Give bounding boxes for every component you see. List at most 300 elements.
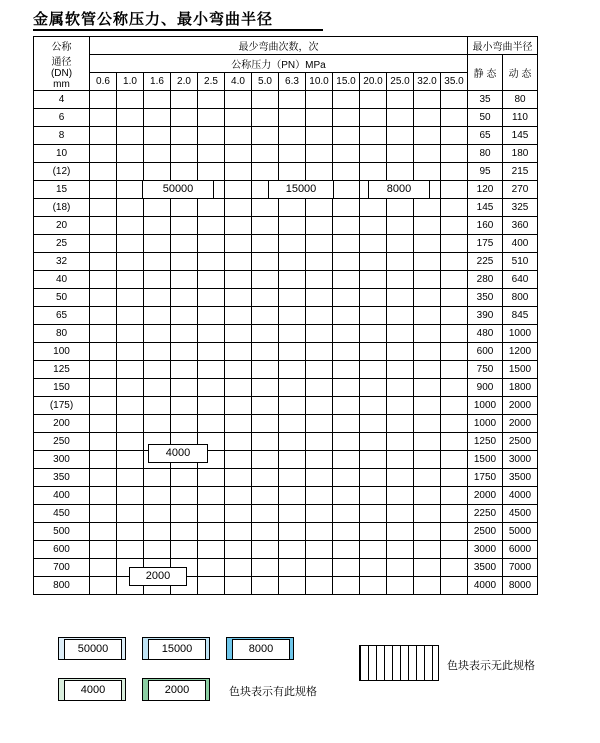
- grid-cell: [306, 361, 333, 379]
- grid-cell: [387, 487, 414, 505]
- grid-cell: [441, 199, 468, 217]
- static-header: 静 态: [468, 55, 503, 91]
- dynamic-radius-value: 180: [503, 145, 538, 163]
- grid-cell: [387, 271, 414, 289]
- grid-cell: [252, 397, 279, 415]
- grid-cell: [117, 487, 144, 505]
- pressure-header-8: 10.0: [306, 73, 333, 91]
- grid-cell: [333, 91, 360, 109]
- dynamic-radius-value: 270: [503, 181, 538, 199]
- grid-cell: [414, 361, 441, 379]
- dynamic-radius-value: 145: [503, 127, 538, 145]
- grid-cell: [144, 343, 171, 361]
- table-row: [34, 289, 538, 307]
- dynamic-radius-value: 3000: [503, 451, 538, 469]
- grid-cell: [360, 271, 387, 289]
- grid-cell: [414, 91, 441, 109]
- grid-cell: [252, 505, 279, 523]
- grid-cell: [117, 91, 144, 109]
- grid-cell: [252, 217, 279, 235]
- table-row: [34, 451, 538, 469]
- row-dn-label: 300: [34, 451, 90, 469]
- callout-4000: 4000: [148, 444, 208, 463]
- grid-cell: [198, 505, 225, 523]
- grid-cell: [90, 217, 117, 235]
- grid-cell: [90, 271, 117, 289]
- grid-cell: [333, 577, 360, 595]
- grid-cell: [360, 217, 387, 235]
- dynamic-radius-value: 2000: [503, 415, 538, 433]
- legend: [33, 637, 567, 709]
- grid-cell: [414, 325, 441, 343]
- grid-cell: [90, 451, 117, 469]
- grid-cell: [171, 109, 198, 127]
- grid-cell: [441, 271, 468, 289]
- grid-cell: [171, 199, 198, 217]
- grid-cell: [171, 487, 198, 505]
- grid-cell: [225, 469, 252, 487]
- grid-cell: [171, 289, 198, 307]
- grid-cell: [198, 379, 225, 397]
- grid-cell: [225, 163, 252, 181]
- table-row: [34, 541, 538, 559]
- grid-cell: [90, 91, 117, 109]
- grid-cell: [90, 235, 117, 253]
- grid-cell: [90, 199, 117, 217]
- grid-cell: [171, 145, 198, 163]
- grid-cell: [387, 523, 414, 541]
- grid-cell: [90, 181, 117, 199]
- dn-line-4: mm: [53, 78, 70, 90]
- grid-cell: [252, 163, 279, 181]
- grid-cell: [441, 541, 468, 559]
- grid-cell: [144, 145, 171, 163]
- legend-color-note: 色块表示有此规格: [229, 686, 317, 698]
- grid-cell: [252, 289, 279, 307]
- grid-cell: [144, 199, 171, 217]
- row-dn-label: (12): [34, 163, 90, 181]
- grid-cell: [144, 397, 171, 415]
- grid-cell: [144, 379, 171, 397]
- grid-cell: [333, 415, 360, 433]
- table-row: [34, 127, 538, 145]
- row-dn-label: 700: [34, 559, 90, 577]
- grid-cell: [387, 235, 414, 253]
- grid-cell: [144, 307, 171, 325]
- static-radius-value: 280: [468, 271, 503, 289]
- grid-cell: [90, 307, 117, 325]
- grid-cell: [414, 397, 441, 415]
- grid-cell: [387, 343, 414, 361]
- table-row: [34, 253, 538, 271]
- grid-cell: [306, 505, 333, 523]
- grid-cell: [306, 199, 333, 217]
- grid-cell: [360, 469, 387, 487]
- dynamic-radius-value: 360: [503, 217, 538, 235]
- row-dn-label: 6: [34, 109, 90, 127]
- grid-cell: [279, 397, 306, 415]
- grid-cell: [90, 559, 117, 577]
- grid-cell: [117, 163, 144, 181]
- grid-cell: [414, 469, 441, 487]
- grid-cell: [252, 523, 279, 541]
- page-title: 金属软管公称压力、最小弯曲半径: [33, 12, 274, 28]
- grid-cell: [279, 487, 306, 505]
- grid-cell: [306, 253, 333, 271]
- grid-cell: [441, 127, 468, 145]
- grid-cell: [171, 217, 198, 235]
- dynamic-radius-value: 640: [503, 271, 538, 289]
- grid-cell: [333, 145, 360, 163]
- pressure-header-0: 0.6: [90, 73, 117, 91]
- table-row: [34, 343, 538, 361]
- title-underline: [33, 29, 323, 31]
- grid-cell: [441, 469, 468, 487]
- static-radius-value: 350: [468, 289, 503, 307]
- grid-cell: [225, 307, 252, 325]
- grid-cell: [117, 505, 144, 523]
- grid-cell: [414, 253, 441, 271]
- grid-cell: [387, 325, 414, 343]
- grid-cell: [171, 127, 198, 145]
- grid-cell: [90, 325, 117, 343]
- grid-cell: [279, 217, 306, 235]
- callout-50000: 50000: [142, 180, 214, 199]
- grid-cell: [306, 325, 333, 343]
- grid-cell: [171, 235, 198, 253]
- grid-cell: [414, 343, 441, 361]
- grid-cell: [225, 559, 252, 577]
- grid-cell: [441, 289, 468, 307]
- grid-cell: [144, 289, 171, 307]
- grid-cell: [117, 541, 144, 559]
- grid-cell: [279, 127, 306, 145]
- grid-cell: [441, 487, 468, 505]
- pressure-header-11: 25.0: [387, 73, 414, 91]
- grid-cell: [414, 559, 441, 577]
- grid-cell: [252, 487, 279, 505]
- grid-cell: [333, 199, 360, 217]
- grid-cell: [90, 469, 117, 487]
- grid-cell: [441, 523, 468, 541]
- table-row: [34, 109, 538, 127]
- row-dn-label: 20: [34, 217, 90, 235]
- grid-cell: [225, 577, 252, 595]
- grid-cell: [387, 163, 414, 181]
- grid-cell: [333, 235, 360, 253]
- grid-cell: [198, 163, 225, 181]
- row-dn-label: 25: [34, 235, 90, 253]
- grid-cell: [252, 127, 279, 145]
- grid-cell: [414, 577, 441, 595]
- grid-cell: [441, 433, 468, 451]
- grid-cell: [171, 415, 198, 433]
- grid-cell: [171, 163, 198, 181]
- static-radius-value: 175: [468, 235, 503, 253]
- grid-cell: [279, 523, 306, 541]
- grid-cell: [387, 199, 414, 217]
- dynamic-radius-value: 1000: [503, 325, 538, 343]
- dynamic-radius-value: 7000: [503, 559, 538, 577]
- grid-cell: [117, 109, 144, 127]
- grid-cell: [117, 289, 144, 307]
- table-row: [34, 379, 538, 397]
- grid-cell: [441, 361, 468, 379]
- static-radius-value: 2250: [468, 505, 503, 523]
- dynamic-radius-value: 400: [503, 235, 538, 253]
- table-row: [34, 163, 538, 181]
- grid-cell: [414, 487, 441, 505]
- static-radius-value: 1500: [468, 451, 503, 469]
- grid-cell: [144, 505, 171, 523]
- static-radius-value: 480: [468, 325, 503, 343]
- grid-cell: [117, 307, 144, 325]
- static-radius-value: 3500: [468, 559, 503, 577]
- grid-cell: [360, 451, 387, 469]
- static-radius-value: 390: [468, 307, 503, 325]
- static-radius-value: 50: [468, 109, 503, 127]
- grid-cell: [279, 559, 306, 577]
- row-dn-label: 100: [34, 343, 90, 361]
- grid-cell: [333, 289, 360, 307]
- grid-cell: [360, 235, 387, 253]
- row-dn-label: 400: [34, 487, 90, 505]
- grid-cell: [117, 397, 144, 415]
- grid-cell: [279, 307, 306, 325]
- grid-cell: [306, 271, 333, 289]
- grid-cell: [117, 325, 144, 343]
- grid-cell: [414, 307, 441, 325]
- grid-cell: [198, 415, 225, 433]
- grid-cell: [90, 487, 117, 505]
- pressure-header-10: 20.0: [360, 73, 387, 91]
- grid-cell: [117, 145, 144, 163]
- dynamic-header: 动 态: [503, 55, 538, 91]
- static-radius-value: 160: [468, 217, 503, 235]
- grid-cell: [225, 343, 252, 361]
- grid-cell: [198, 325, 225, 343]
- table-body: [34, 91, 538, 595]
- grid-cell: [306, 433, 333, 451]
- grid-cell: [117, 217, 144, 235]
- legend-label-50000: 50000: [64, 639, 122, 660]
- pressure-header-3: 2.0: [171, 73, 198, 91]
- grid-cell: [171, 91, 198, 109]
- grid-cell: [198, 307, 225, 325]
- row-dn-label: 50: [34, 289, 90, 307]
- grid-cell: [441, 577, 468, 595]
- table-row: [34, 307, 538, 325]
- pressure-header-12: 32.0: [414, 73, 441, 91]
- grid-cell: [360, 379, 387, 397]
- grid-cell: [441, 325, 468, 343]
- pressure-header-9: 15.0: [333, 73, 360, 91]
- grid-cell: [279, 415, 306, 433]
- bend-radius-header: 最小弯曲半径: [468, 37, 538, 55]
- grid-cell: [306, 577, 333, 595]
- static-radius-value: 65: [468, 127, 503, 145]
- grid-cell: [225, 451, 252, 469]
- grid-cell: [414, 523, 441, 541]
- grid-cell: [198, 361, 225, 379]
- grid-cell: [279, 109, 306, 127]
- grid-cell: [90, 361, 117, 379]
- grid-cell: [414, 433, 441, 451]
- grid-cell: [306, 343, 333, 361]
- grid-cell: [90, 343, 117, 361]
- grid-cell: [171, 253, 198, 271]
- grid-cell: [252, 145, 279, 163]
- table-row: [34, 433, 538, 451]
- static-radius-value: 4000: [468, 577, 503, 595]
- grid-cell: [144, 271, 171, 289]
- grid-cell: [279, 145, 306, 163]
- legend-label-15000: 15000: [148, 639, 206, 660]
- grid-cell: [333, 307, 360, 325]
- grid-cell: [333, 469, 360, 487]
- grid-cell: [306, 109, 333, 127]
- grid-cell: [171, 361, 198, 379]
- grid-cell: [414, 415, 441, 433]
- grid-cell: [198, 109, 225, 127]
- grid-cell: [360, 505, 387, 523]
- static-radius-value: 1000: [468, 397, 503, 415]
- grid-cell: [117, 199, 144, 217]
- dynamic-radius-value: 3500: [503, 469, 538, 487]
- grid-cell: [414, 451, 441, 469]
- grid-cell: [252, 433, 279, 451]
- grid-cell: [198, 343, 225, 361]
- row-dn-label: (18): [34, 199, 90, 217]
- grid-cell: [387, 397, 414, 415]
- grid-cell: [306, 145, 333, 163]
- grid-cell: [171, 379, 198, 397]
- grid-cell: [279, 91, 306, 109]
- static-radius-value: 1000: [468, 415, 503, 433]
- static-radius-value: 145: [468, 199, 503, 217]
- grid-cell: [333, 325, 360, 343]
- grid-cell: [90, 127, 117, 145]
- grid-cell: [306, 469, 333, 487]
- grid-cell: [117, 451, 144, 469]
- grid-cell: [414, 379, 441, 397]
- grid-cell: [441, 163, 468, 181]
- row-dn-label: 150: [34, 379, 90, 397]
- grid-cell: [225, 217, 252, 235]
- legend-label-8000: 8000: [232, 639, 290, 660]
- dynamic-radius-value: 8000: [503, 577, 538, 595]
- grid-cell: [90, 541, 117, 559]
- row-dn-label: 4: [34, 91, 90, 109]
- dynamic-radius-value: 2000: [503, 397, 538, 415]
- grid-cell: [306, 127, 333, 145]
- static-radius-value: 750: [468, 361, 503, 379]
- grid-cell: [252, 199, 279, 217]
- grid-cell: [225, 433, 252, 451]
- grid-cell: [144, 91, 171, 109]
- grid-cell: [117, 181, 144, 199]
- grid-cell: [387, 451, 414, 469]
- grid-cell: [198, 127, 225, 145]
- grid-cell: [279, 325, 306, 343]
- callout-8000: 8000: [368, 180, 430, 199]
- grid-cell: [90, 397, 117, 415]
- grid-cell: [414, 505, 441, 523]
- grid-cell: [252, 541, 279, 559]
- grid-cell: [225, 487, 252, 505]
- row-dn-label: 8: [34, 127, 90, 145]
- grid-cell: [117, 235, 144, 253]
- grid-cell: [90, 415, 117, 433]
- dn-line-2: 通径: [51, 56, 72, 68]
- grid-cell: [171, 505, 198, 523]
- grid-cell: [414, 127, 441, 145]
- grid-cell: [225, 415, 252, 433]
- grid-cell: [252, 271, 279, 289]
- table-row: [34, 235, 538, 253]
- grid-cell: [279, 235, 306, 253]
- grid-cell: [198, 523, 225, 541]
- grid-cell: [441, 559, 468, 577]
- grid-cell: [198, 145, 225, 163]
- grid-cell: [279, 433, 306, 451]
- grid-cell: [441, 505, 468, 523]
- grid-cell: [414, 109, 441, 127]
- legend-hatch-note: 色块表示无此规格: [447, 660, 535, 672]
- grid-cell: [198, 217, 225, 235]
- grid-cell: [144, 361, 171, 379]
- grid-cell: [333, 217, 360, 235]
- legend-label-4000: 4000: [64, 680, 122, 701]
- grid-cell: [279, 361, 306, 379]
- grid-cell: [441, 181, 468, 199]
- grid-cell: [333, 487, 360, 505]
- grid-cell: [279, 577, 306, 595]
- static-radius-value: 35: [468, 91, 503, 109]
- grid-cell: [306, 289, 333, 307]
- grid-cell: [252, 307, 279, 325]
- grid-cell: [360, 541, 387, 559]
- grid-cell: [333, 379, 360, 397]
- static-radius-value: 3000: [468, 541, 503, 559]
- table-row: [34, 487, 538, 505]
- grid-cell: [306, 379, 333, 397]
- grid-cell: [306, 523, 333, 541]
- grid-cell: [306, 397, 333, 415]
- grid-cell: [333, 253, 360, 271]
- grid-cell: [306, 415, 333, 433]
- dynamic-radius-value: 1200: [503, 343, 538, 361]
- grid-cell: [279, 199, 306, 217]
- grid-cell: [441, 343, 468, 361]
- grid-cell: [333, 433, 360, 451]
- grid-cell: [387, 361, 414, 379]
- grid-cell: [306, 451, 333, 469]
- grid-cell: [414, 271, 441, 289]
- grid-cell: [198, 469, 225, 487]
- dynamic-radius-value: 845: [503, 307, 538, 325]
- grid-cell: [225, 127, 252, 145]
- grid-cell: [360, 397, 387, 415]
- grid-cell: [144, 487, 171, 505]
- grid-cell: [90, 163, 117, 181]
- grid-cell: [252, 325, 279, 343]
- static-radius-value: 225: [468, 253, 503, 271]
- grid-cell: [441, 109, 468, 127]
- dynamic-radius-value: 4000: [503, 487, 538, 505]
- grid-cell: [225, 325, 252, 343]
- header-row-pressures: [34, 73, 538, 91]
